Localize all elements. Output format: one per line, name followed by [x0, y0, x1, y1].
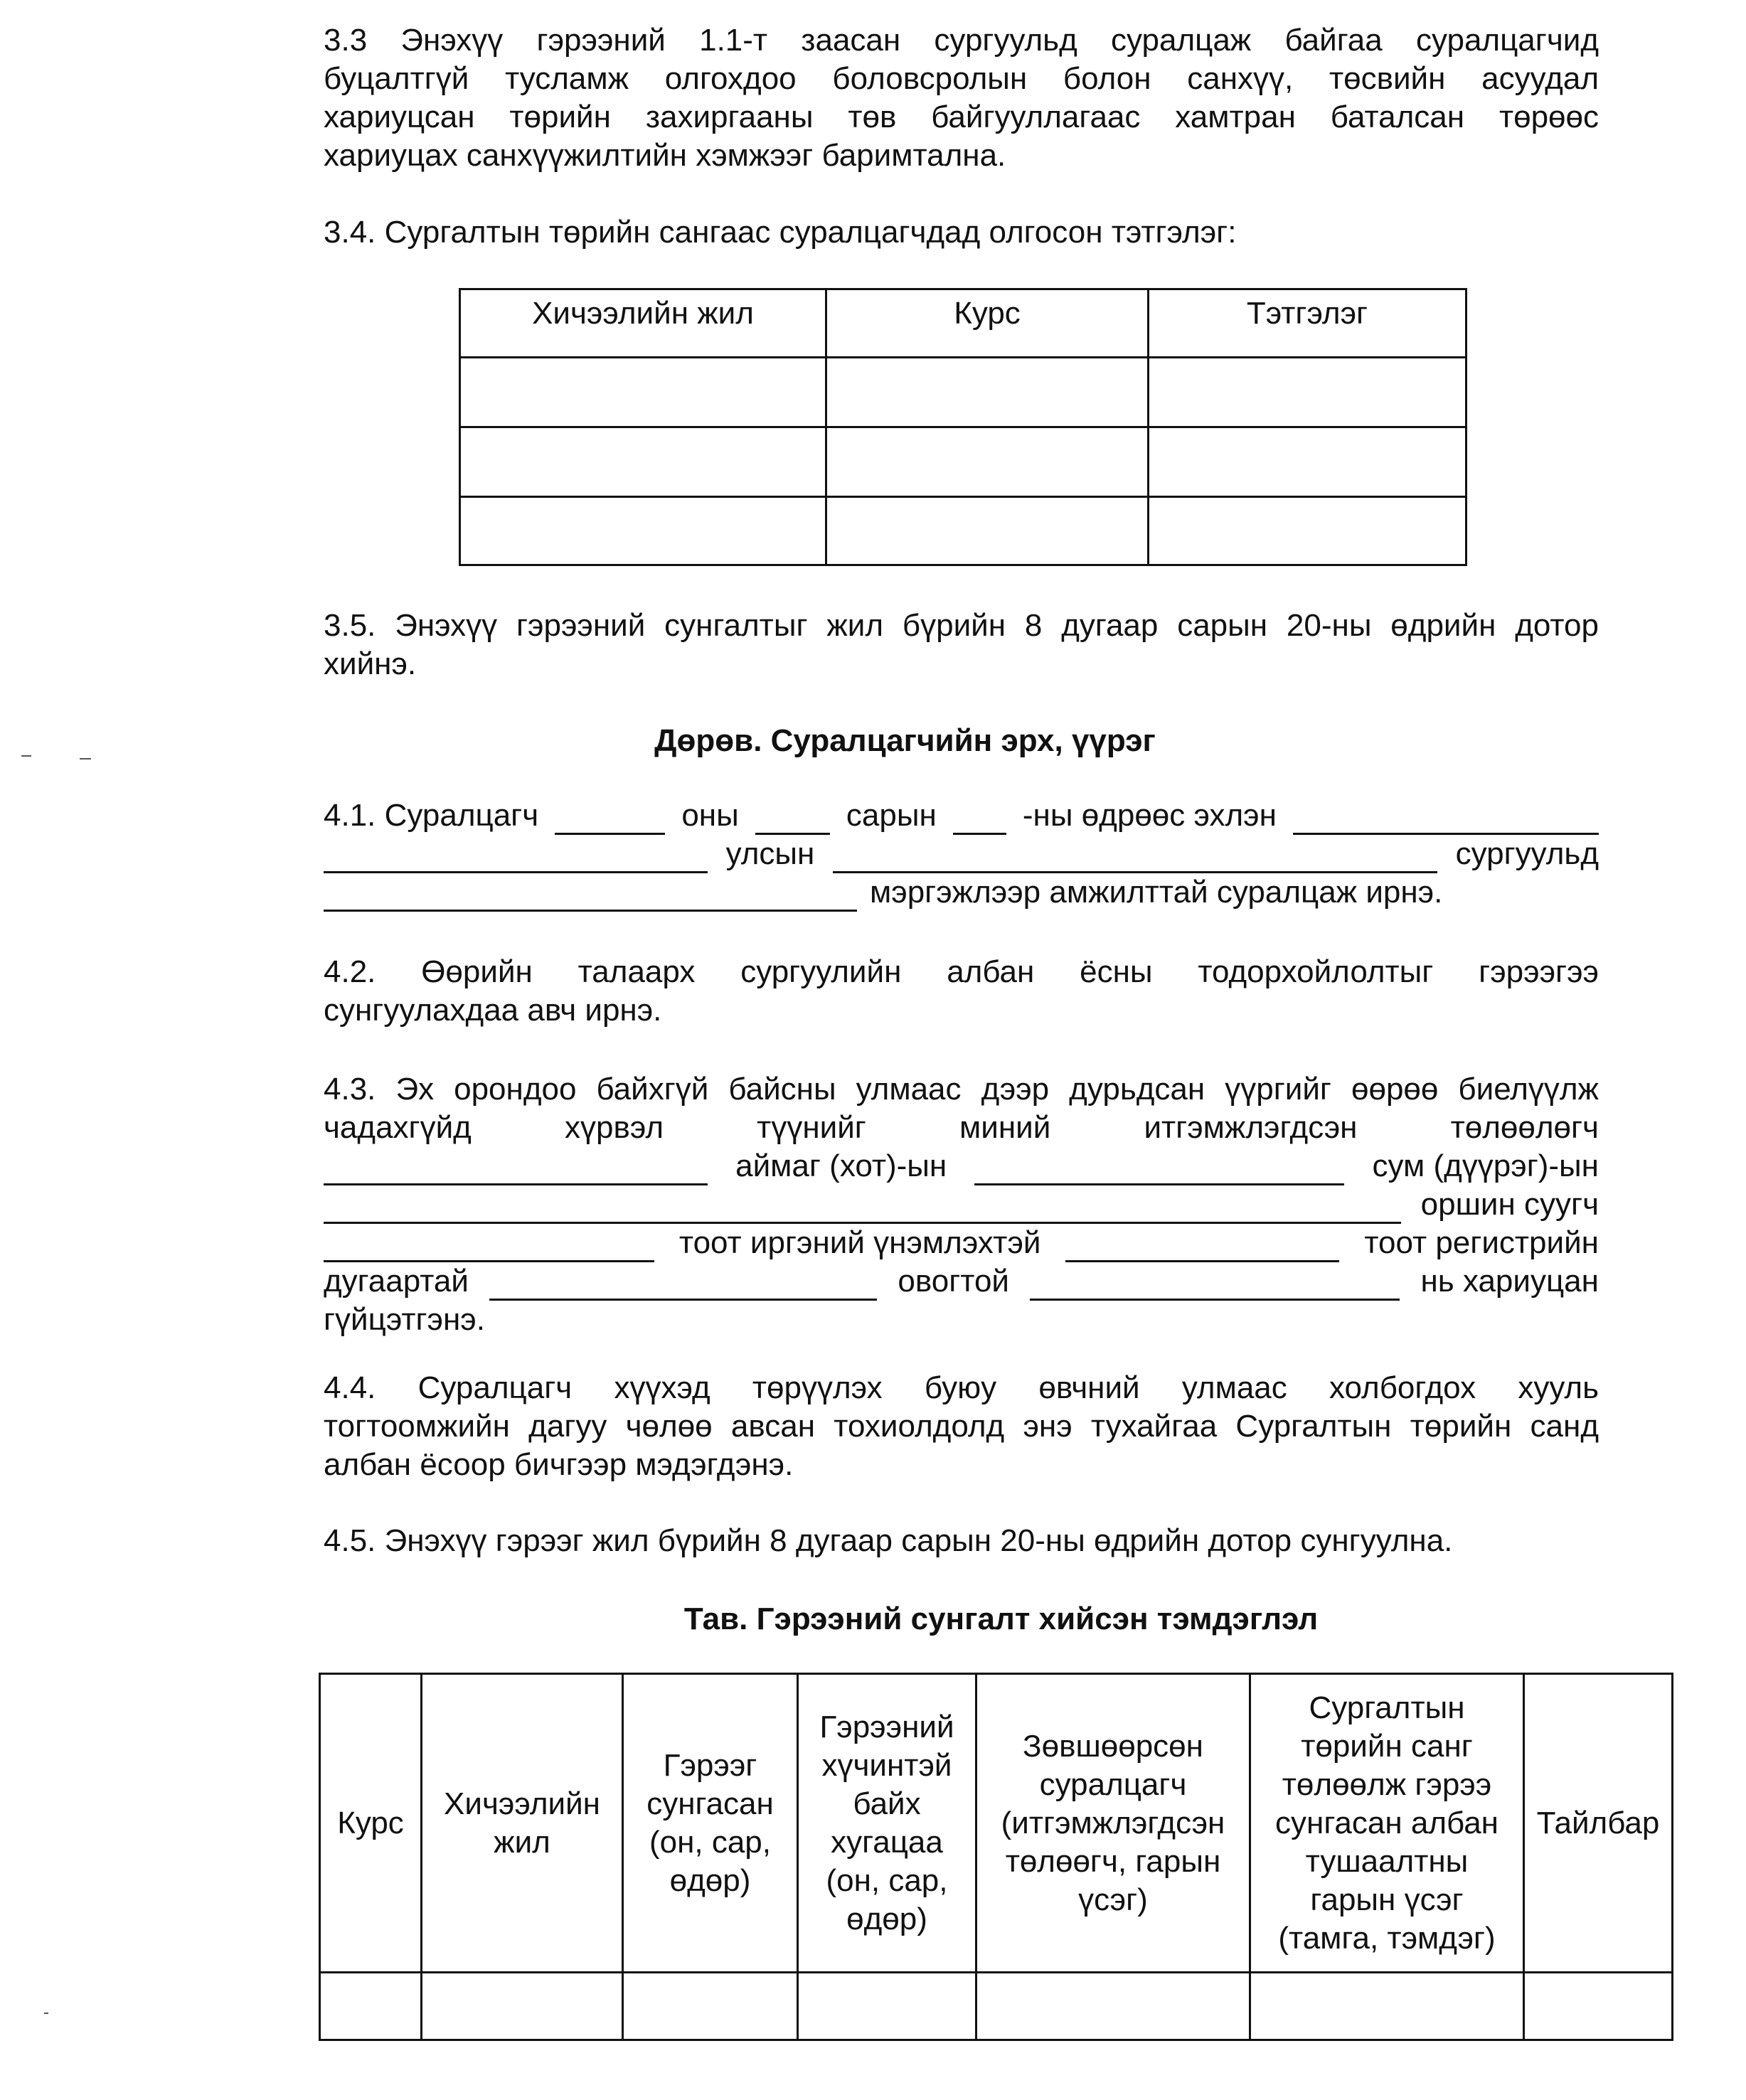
- id-blank[interactable]: [324, 1232, 654, 1262]
- renewal-record-table: [319, 1673, 1673, 2041]
- clause-4-5-text: 4.5. Энэхүү гэрээг жил бүрийн 8 дугаар сарын 20-ны өдрийн дотор сунгуулна.: [324, 1523, 1453, 1558]
- header-line: Гэрээг: [663, 1747, 757, 1783]
- scan-speck: [44, 2013, 48, 2014]
- year-blank[interactable]: [555, 804, 665, 835]
- section-5-title: Тав. Гэрээний сунгалт хийсэн тэмдэглэл: [683, 1601, 1319, 1636]
- header-line: (итгэмжлэгдсэн: [1001, 1805, 1225, 1840]
- header-line: Сургалтын: [1309, 1690, 1465, 1725]
- month-blank[interactable]: [755, 804, 830, 835]
- table-row: [460, 427, 1466, 497]
- word-from: -ны өдрөөс эхлэн: [1022, 798, 1277, 833]
- header-line: Хичээлийн: [444, 1786, 600, 1821]
- clause-3-4: [324, 213, 1599, 252]
- clause-4-4-line: тогтоомжийн дагуу чөлөө авсан тохиолдолд энэ тухайгаа Сургалтын төрийн санд: [324, 1409, 1599, 1444]
- clause-4-5: [324, 1522, 1599, 1560]
- header-line: сунгасан албан: [1275, 1805, 1499, 1840]
- table-cell[interactable]: [798, 1973, 976, 2040]
- word-aimag: аймаг (хот)-ын: [735, 1148, 947, 1183]
- word-sum: сум (дүүрэг)-ын: [1372, 1148, 1599, 1183]
- start-blank[interactable]: [1293, 804, 1599, 835]
- renewal-header-year: [422, 1674, 623, 1973]
- word-year: оны: [681, 798, 739, 833]
- word-month: сарын: [846, 798, 937, 833]
- clause-4-3-line: 4.3. Эх орондоо байхгүй байсны улмаас дээр дурьдсан үүргийг өөрөө биелүүлж: [324, 1072, 1599, 1107]
- clause-3-3: [324, 21, 1599, 175]
- aimag-blank[interactable]: [974, 1155, 1344, 1185]
- word: хүрвэл: [565, 1110, 664, 1145]
- header-line: жил: [494, 1824, 550, 1860]
- clause-4-2: [324, 953, 1599, 1030]
- surname-blank[interactable]: [1030, 1270, 1400, 1301]
- day-blank[interactable]: [953, 804, 1006, 835]
- clause-3-5: [324, 607, 1599, 683]
- header-line: Гэрээний: [819, 1709, 954, 1744]
- school-blank[interactable]: [833, 843, 1437, 873]
- header-line: (тамга, тэмдэг): [1278, 1920, 1496, 1956]
- clause-4-3-end: гүйцэтгэнэ.: [324, 1302, 485, 1337]
- scholarship-header-amount: Тэтгэлэг: [1149, 289, 1466, 358]
- clause-4-4: [324, 1369, 1599, 1484]
- scholarship-header-course: Курс: [826, 289, 1149, 358]
- table-cell[interactable]: [460, 427, 826, 497]
- number-blank[interactable]: [489, 1270, 877, 1301]
- clause-4-2-line: сунгуулахдаа авч ирнэ.: [324, 993, 662, 1028]
- scan-speck: [80, 758, 91, 759]
- country-blank[interactable]: [324, 843, 708, 873]
- table-cell[interactable]: [826, 427, 1149, 497]
- header-line: хүчинтэй: [821, 1747, 952, 1783]
- header-line: Тайлбар: [1536, 1805, 1660, 1840]
- word-id: тоот иргэний үнэмлэхтэй: [678, 1225, 1041, 1260]
- word-resident: оршин суугч: [1420, 1187, 1599, 1222]
- table-cell[interactable]: [422, 1973, 623, 2040]
- header-line: (он, сар,: [649, 1824, 772, 1860]
- header-line: гарын үсэг: [1310, 1882, 1464, 1917]
- word-surname: овогтой: [898, 1264, 1009, 1299]
- word: төлөөлөгч: [1450, 1110, 1599, 1145]
- header-line: байх: [853, 1786, 921, 1821]
- header-line: төрийн санг: [1301, 1728, 1473, 1764]
- scholarship-table: [459, 288, 1467, 566]
- clause-3-5-line: 3.5. Энэхүү гэрээний сунгалтыг жил бүрийн 8 дугаар сарын 20-ны өдрийн дотор: [324, 608, 1599, 643]
- header-line: сунгасан: [646, 1786, 774, 1821]
- header-line: хугацаа: [831, 1824, 943, 1860]
- word-responsible: нь хариуцан: [1420, 1264, 1599, 1299]
- renewal-header-validity: [798, 1674, 976, 1973]
- header-line: Курс: [337, 1805, 404, 1840]
- table-cell[interactable]: [826, 358, 1149, 427]
- clause-4-1: [324, 796, 1599, 912]
- renewal-header-notes: [1524, 1674, 1673, 1973]
- clause-4-3: [324, 1070, 1599, 1339]
- word-school: сургуульд: [1455, 836, 1599, 871]
- clause-3-4-text: 3.4. Сургалтын төрийн сангаас суралцагчдад олгосон тэтгэлэг:: [324, 215, 1237, 250]
- clause-4-4-line: 4.4. Суралцагч хүүхэд төрүүлэх буюу өвчний улмаас холбогдох хууль: [324, 1370, 1599, 1405]
- header-line: өдөр): [846, 1901, 927, 1936]
- table-cell[interactable]: [1149, 497, 1466, 565]
- table-cell[interactable]: [826, 497, 1149, 565]
- section-4-title: Дөрөв. Суралцагчийн эрх, үүрэг: [654, 723, 1156, 758]
- header-line: суралцагч: [1039, 1766, 1187, 1802]
- renewal-header-official-signature: [1250, 1674, 1524, 1973]
- table-cell[interactable]: [320, 1973, 422, 2040]
- scholarship-header-year: Хичээлийн жил: [460, 289, 826, 358]
- register-blank[interactable]: [1065, 1232, 1339, 1262]
- clause-4-2-line: 4.2. Өөрийн талаарх сургуулийн албан ёсны тодорхойлолтыг гэрээгээ: [324, 954, 1599, 989]
- word: итгэмжлэгдсэн: [1144, 1110, 1358, 1145]
- table-row: [460, 358, 1466, 427]
- word-country: улсын: [725, 836, 815, 871]
- scan-speck: [21, 755, 31, 757]
- table-cell[interactable]: [1524, 1973, 1673, 2040]
- table-cell[interactable]: [1149, 358, 1466, 427]
- table-row: [460, 497, 1466, 565]
- word-register: тоот регистрийн: [1364, 1225, 1599, 1260]
- address-blank[interactable]: [324, 1193, 1401, 1224]
- word-number: дугаартай: [324, 1264, 469, 1299]
- header-line: Зөвшөөрсөн: [1023, 1728, 1203, 1764]
- clause-3-3-line: буцалтгүй тусламж олгохдоо боловсролын болон санхүү, төсвийн асуудал: [324, 61, 1599, 96]
- word: чадахгүйд: [324, 1110, 472, 1145]
- table-cell[interactable]: [1149, 427, 1466, 497]
- renewal-header-renewed-date: [623, 1674, 798, 1973]
- header-line: тушаалтны: [1305, 1843, 1469, 1879]
- clause-4-4-line: албан ёсоор бичгээр мэдэгдэнэ.: [324, 1447, 794, 1482]
- word: түүнийг: [757, 1110, 866, 1145]
- clause-4-1-end: мэргэжлээр амжилттай суралцаж ирнэ.: [870, 875, 1443, 910]
- table-cell[interactable]: [1250, 1973, 1524, 2040]
- word: миний: [959, 1110, 1051, 1145]
- clause-3-3-line: хариуцсан төрийн захиргааны төв байгууллагаас хамтран баталсан төрөөс: [324, 100, 1599, 134]
- table-cell[interactable]: [976, 1973, 1250, 2040]
- header-line: төлөөлж гэрээ: [1282, 1766, 1492, 1802]
- clause-3-5-line: хийнэ.: [324, 646, 417, 681]
- renewal-header-student-signature: [976, 1674, 1250, 1973]
- clause-4-1-label: 4.1. Суралцагч: [324, 798, 539, 833]
- table-cell[interactable]: [460, 497, 826, 565]
- renewal-header-course: [320, 1674, 422, 1973]
- table-row: [320, 1973, 1673, 2040]
- header-line: төлөөгч, гарын: [1005, 1843, 1221, 1879]
- table-cell[interactable]: [623, 1973, 798, 2040]
- header-line: үсэг): [1078, 1882, 1148, 1917]
- clause-3-3-line: 3.3 Энэхүү гэрээний 1.1-т заасан сургуульд суралцаж байгаа суралцагчид: [324, 23, 1599, 58]
- profession-blank[interactable]: [324, 881, 857, 912]
- header-line: өдөр): [669, 1862, 751, 1898]
- clause-3-3-line: хариуцах санхүүжилтийн хэмжээг баримтална.: [324, 138, 1006, 173]
- header-line: (он, сар,: [826, 1862, 948, 1898]
- representative-blank[interactable]: [324, 1155, 708, 1185]
- table-cell[interactable]: [460, 358, 826, 427]
